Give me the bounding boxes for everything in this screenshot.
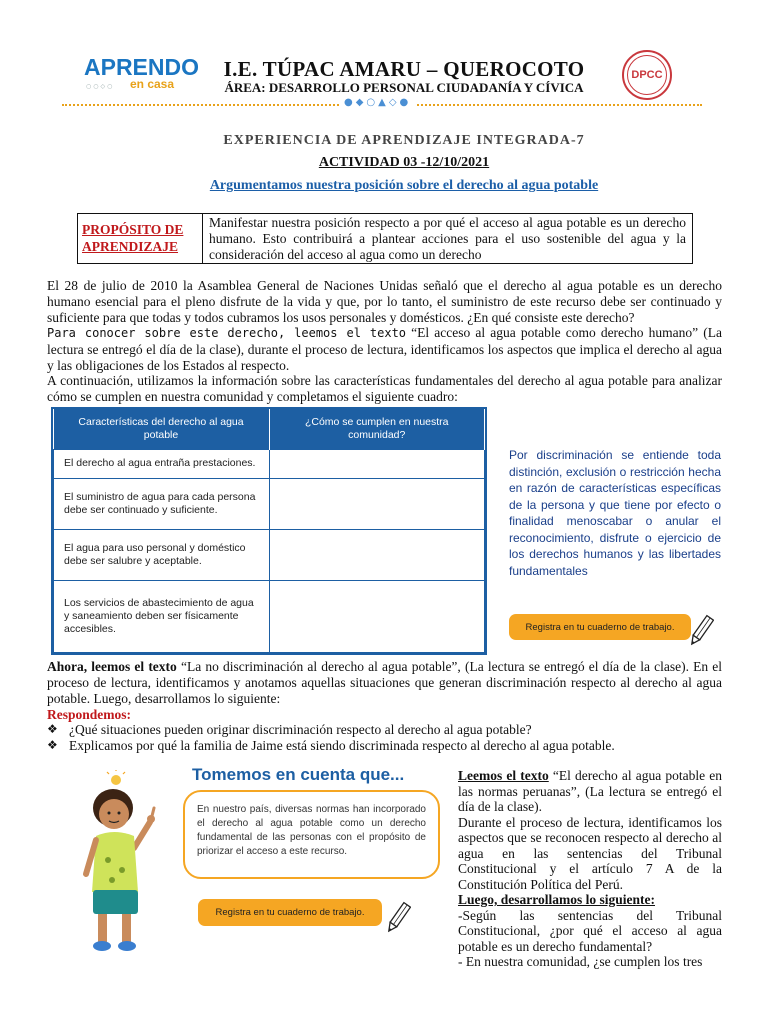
- table-header-characteristics: Características del derecho al agua potable: [54, 409, 270, 449]
- respondemos-heading: Respondemos:: [47, 707, 132, 722]
- norms-reading-column: [458, 768, 722, 970]
- table-cell-answer[interactable]: [269, 580, 485, 652]
- purpose-label: PROPÓSITO DE APRENDIZAJE: [78, 214, 203, 263]
- speech-bubble: En nuestro país, diversas normas han incorporado el derecho al agua potable como un derecho fundamental de las personas con el propósito de priorizar el acceso a este recurso.: [183, 790, 440, 879]
- register-notebook-badge: Registra en tu cuaderno de trabajo.: [509, 614, 691, 640]
- table-cell-answer[interactable]: [269, 529, 485, 580]
- register-notebook-badge: Registra en tu cuaderno de trabajo.: [198, 899, 382, 926]
- norms-heading: Luego, desarrollamos lo siguiente:: [458, 892, 655, 907]
- school-title: I.E. TÚPAC AMARU – QUEROCOTO: [223, 57, 585, 81]
- experience-title: EXPERIENCIA DE APRENDIZAJE INTEGRADA-7: [223, 133, 585, 148]
- infographic-title: Tomemos en cuenta que...: [192, 765, 405, 784]
- discrimination-definition: Por discriminación se entiende toda distinción, exclusión o restricción hecha en razón de características específicas de la persona y que tiene por efecto o finalidad menoscabar o anular el reconocimiento, disfrute o ejercicio de los derechos humanos y las libertades fundamentales: [509, 448, 721, 578]
- discrimination-reading-lead: Ahora, leemos el texto: [47, 659, 177, 674]
- intro-paragraph: El 28 de julio de 2010 la Asamblea General de Naciones Unidas señaló que el derecho al agua potable es un derecho humano esencial para el pleno disfrute de la vida y que, por lo tanto, el suministro de este recurso debe ser continuado y suficiente para que todas y todos cubramos los usos personales y domésticos. ¿En qué consiste este derecho?: [47, 278, 722, 325]
- logo-wordmark: APRENDO: [84, 54, 200, 80]
- question-text: ¿Qué situaciones pueden originar discriminación respecto al derecho al agua potable?: [69, 722, 532, 737]
- table-row: [54, 529, 485, 580]
- table-intro-paragraph: A continuación, utilizamos la información sobre las características fundamentales del derecho al agua potable para analizar cómo se cumplen en nuestra comunidad y completamos el siguiente cuadro:: [47, 373, 722, 404]
- table-cell-characteristic: El agua para uso personal y doméstico debe ser salubre y aceptable.: [54, 529, 270, 580]
- lightbulb-icon: [107, 770, 125, 785]
- dpcc-seal-logo: [622, 50, 672, 100]
- norms-question-1: -Según las sentencias del Tribunal Constitucional, ¿por qué el acceso al agua potable es un derecho fundamental?: [458, 907, 722, 954]
- pencil-icon: [688, 613, 714, 649]
- purpose-text: Manifestar nuestra posición respecto a por qué el acceso al agua potable es un derecho humano. Esto contribuirá a plantear acciones para el uso sostenible del agua y la consideración del acceso al agua como un derecho: [209, 215, 686, 262]
- purpose-box: [77, 213, 693, 264]
- logo-subtitle: en casa: [130, 77, 175, 91]
- diamond-bullet-icon: ❖: [47, 722, 58, 736]
- reading-lead: Para conocer sobre este derecho, leemos el texto: [47, 326, 407, 340]
- discrimination-reading-rest: “La no discriminación al derecho al agua potable”, (La lectura se entregó el día de la clase). En el proceso de lectura, identificamos y anotamos aquellas situaciones que generan discriminación respecto al derecho al agua potable. Luego, desarrollamos lo siguiente:: [47, 659, 722, 706]
- logo-dots: ○○◇○: [86, 83, 115, 90]
- reading-paragraph: [47, 325, 722, 373]
- table-cell-answer[interactable]: [269, 449, 485, 479]
- reading-rest: (La lectura se entregó el día de la clase), durante el proceso de lectura, identificamos los aspectos que implica el derecho al agua y las obligaciones de los Estados al respecto.: [47, 325, 723, 373]
- table-row: [54, 449, 485, 479]
- norms-reading-lead: [458, 768, 722, 815]
- characteristics-table: [51, 407, 487, 655]
- norms-reading-process: Durante el proceso de lectura, identificamos los aspectos que se reconocen respecto al derecho al agua en las sentencias del Tribunal Constitucional y el artículo 7 A de la Constitución Política del Perú.: [458, 814, 722, 892]
- diamond-bullet-icon: ❖: [47, 737, 58, 752]
- question-text: Explicamos por qué la familia de Jaime está siendo discriminada respecto al derecho al agua potable.: [69, 737, 615, 753]
- norms-question-2: - En nuestra comunidad, ¿se cumplen los tres: [458, 954, 703, 969]
- decorative-shapes-icon: ●◆○▲◇●: [340, 97, 415, 108]
- question-list: [47, 722, 722, 754]
- discrimination-reading-paragraph: [47, 659, 722, 706]
- table-cell-characteristic: Los servicios de abastecimiento de agua y saneamiento deben ser físicamente accesibles.: [54, 580, 270, 652]
- table-cell-answer[interactable]: [269, 479, 485, 530]
- list-item: [47, 722, 722, 738]
- table-header-community: ¿Cómo se cumplen en nuestra comunidad?: [269, 409, 485, 449]
- area-title: ÁREA: DESARROLLO PERSONAL CIUDADANÍA Y CÍVICA: [224, 80, 584, 95]
- list-item: [47, 738, 722, 754]
- table-row: [54, 479, 485, 530]
- table-cell-characteristic: El suministro de agua para cada persona debe ser continuado y suficiente.: [54, 479, 270, 530]
- norms-reading-lead-underlined: Leemos el texto: [458, 768, 549, 783]
- pencil-icon: [385, 900, 411, 936]
- activity-title: ACTIVIDAD 03 -12/10/2021: [318, 155, 490, 170]
- lesson-title: Argumentamos nuestra posición sobre el derecho al agua potable: [209, 178, 599, 193]
- norms-reading-lead-rest: “El derecho al agua potable en las normas peruanas”, (La lectura se entregó el día de la clase).: [458, 768, 722, 814]
- reading-quote: “El acceso al agua potable como derecho humano”: [406, 325, 704, 340]
- table-row: [54, 580, 485, 652]
- boy-illustration: [78, 770, 168, 960]
- dpcc-seal-text: DPCC: [627, 55, 667, 95]
- table-cell-characteristic: El derecho al agua entraña prestaciones.: [54, 449, 270, 479]
